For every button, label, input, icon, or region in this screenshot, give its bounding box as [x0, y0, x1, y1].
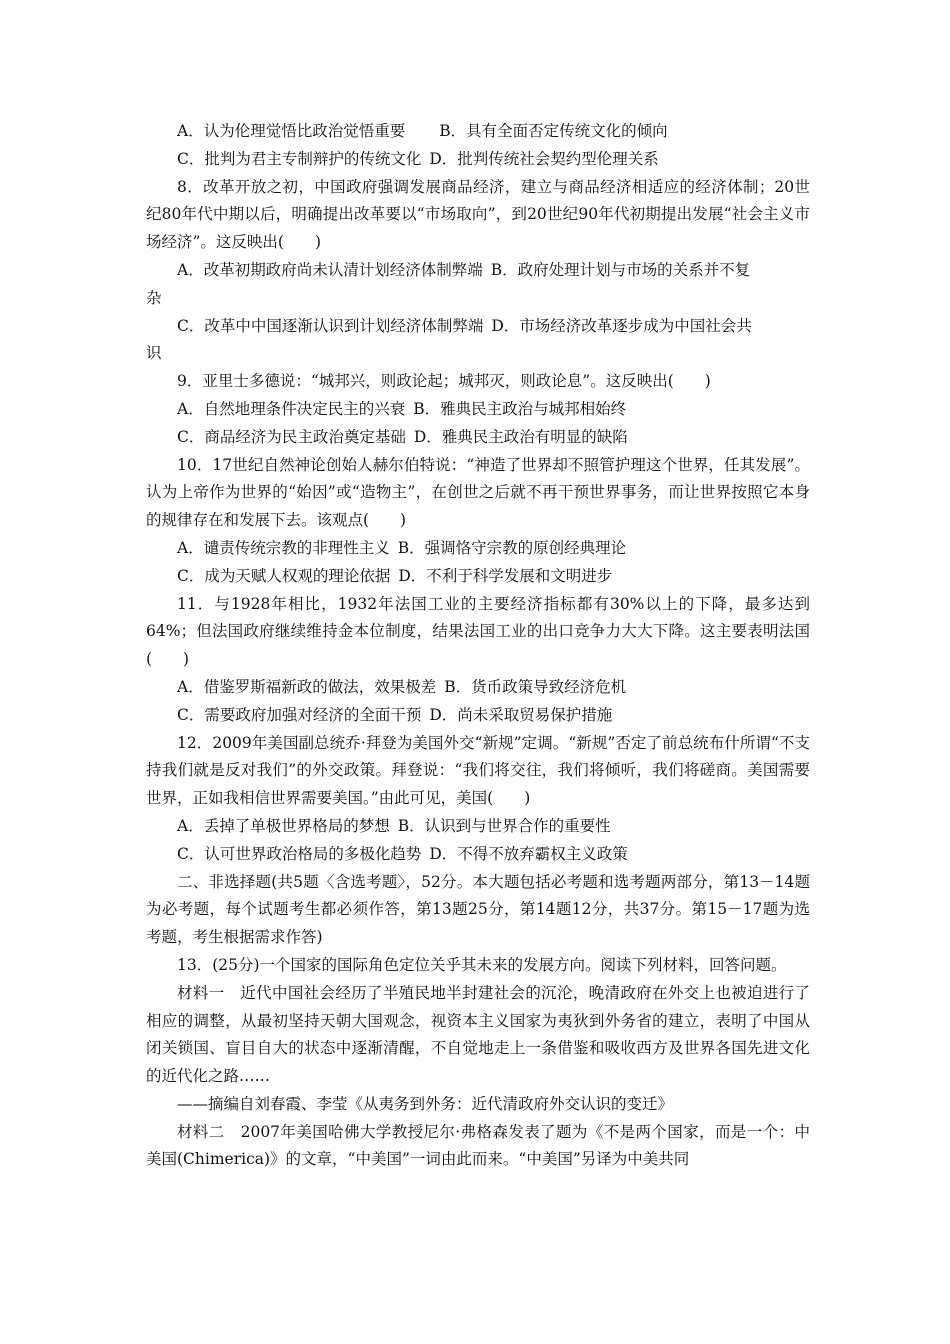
q10-option-d[interactable]: D．不利于科学发展和文明进步 — [398, 566, 613, 585]
q8-option-d[interactable]: D．市场经济改革逐步成为中国社会共 — [491, 316, 752, 335]
q13-source1: ——摘编自刘春霞、李莹《从夷务到外务：近代清政府外交认识的变迁》 — [177, 1094, 674, 1113]
q10-option-c[interactable]: C．成为天赋人权观的理论依据 — [177, 566, 391, 585]
q8-options-row1 — [146, 257, 810, 285]
q9-options-row1 — [146, 396, 810, 424]
q10-option-b[interactable]: B．强调恪守宗教的原创经典理论 — [397, 538, 627, 557]
q9-option-a[interactable]: A．自然地理条件决定民主的兴衰 — [177, 399, 406, 418]
q7-options-row2 — [146, 146, 810, 174]
q8-stem: 8．改革开放之初，中国政府强调发展商品经济，建立与商品经济相适应的经济体制；20世纪80年代中期以后，明确提出改革要以“市场取向”，到20世纪90年代初期提出发展“社会主义市场经济”。这反映出( ) — [146, 177, 810, 252]
q7-option-c[interactable]: C．批判为君主专制辩护的传统文化 — [177, 149, 422, 168]
q13-material1: 材料一 近代中国社会经历了半殖民地半封建社会的沉沦，晚清政府在外交上也被迫进行了相应的调整，从最初坚持天朝大国观念，视资本主义国家为夷狄到外务省的建立，表明了中国从闭关锁国、盲目自大的状态中逐渐清醒，不自觉地走上一条借鉴和吸收西方及世界各国先进文化的近代化之路…… — [146, 983, 810, 1086]
q11-option-b[interactable]: B．货币政策导致经济危机 — [444, 677, 627, 696]
q9-option-c[interactable]: C．商品经济为民主政治奠定基础 — [177, 427, 406, 446]
q8-option-b-continued: 杂 — [146, 288, 162, 307]
q9-option-d[interactable]: D．雅典民主政治有明显的缺陷 — [413, 427, 628, 446]
q13-stem: 13．(25分)一个国家的国际角色定位关乎其未来的发展方向。阅读下列材料，回答问题。 — [177, 955, 787, 974]
q9-option-b[interactable]: B．雅典民主政治与城邦相始终 — [413, 399, 627, 418]
q12-stem: 12．2009年美国副总统乔·拜登为美国外交“新规”定调。“新规”否定了前总统布什所谓“不支持我们就是反对我们”的外交政策。拜登说：“我们将交往，我们将倾听，我们将磋商。美国需要世界，正如我相信世界需要美国。”由此可见，美国( ) — [146, 733, 810, 808]
q7-option-b[interactable]: B．具有全面否定传统文化的倾向 — [439, 122, 668, 140]
q11-option-d[interactable]: D．尚未采取贸易保护措施 — [429, 705, 613, 724]
q11-stem: 11．与1928年相比，1932年法国工业的主要经济指标都有30%以上的下降，最多达到64%；但法国政府继续维持金本位制度，结果法国工业的出口竞争力大大下降。这主要表明法国( ) — [146, 594, 810, 669]
q10-stem: 10．17世纪自然神论创始人赫尔伯特说：“神造了世界却不照管护理这个世界，任其发展”。认为上帝作为世界的“始因”或“造物主”，在创世之后就不再干预世界事务，而让世界按照它本身的规律存在和发展下去。该观点( ) — [146, 455, 810, 530]
q11-option-c[interactable]: C．需要政府加强对经济的全面干预 — [177, 705, 422, 724]
q11-options-row1 — [146, 674, 810, 702]
q7-option-d[interactable]: D．批判传统社会契约型伦理关系 — [429, 149, 659, 168]
q10-option-a[interactable]: A．谴责传统宗教的非理性主义 — [177, 538, 390, 557]
q7-options-row1 — [146, 118, 810, 146]
q12-option-a[interactable]: A．丢掉了单极世界格局的梦想 — [177, 816, 390, 835]
q11-option-a[interactable]: A．借鉴罗斯福新政的做法，效果极差 — [177, 677, 437, 696]
q7-option-a[interactable]: A．认为伦理觉悟比政治觉悟重要 — [177, 122, 406, 140]
q8-options-row2 — [146, 313, 810, 341]
q12-option-c[interactable]: C．认可世界政治格局的多极化趋势 — [177, 844, 422, 863]
q12-options-row1 — [146, 813, 810, 841]
q12-option-d[interactable]: D．不得不放弃霸权主义政策 — [429, 844, 628, 863]
q12-options-row2 — [146, 841, 810, 869]
q8-option-b[interactable]: B．政府处理计划与市场的关系并不复 — [490, 260, 751, 279]
q12-option-b[interactable]: B．认识到与世界合作的重要性 — [397, 816, 611, 835]
q10-options-row2 — [146, 563, 810, 591]
q13-material2: 材料二 2007年美国哈佛大学教授尼尔·弗格森发表了题为《不是两个国家，而是一个：中美国(Chimerica)》的文章，“中美国”一词由此而来。“中美国”另译为中美共同 — [146, 1122, 810, 1169]
q11-options-row2 — [146, 702, 810, 730]
q10-options-row1 — [146, 535, 810, 563]
q8-option-c[interactable]: C．改革中中国逐渐认识到计划经济体制弊端 — [177, 316, 484, 335]
q9-options-row2 — [146, 424, 810, 452]
q9-stem: 9．亚里士多德说：“城邦兴，则政论起；城邦灭，则政论息”。这反映出( ) — [177, 372, 711, 391]
q8-option-a[interactable]: A．改革初期政府尚未认清计划经济体制弊端 — [177, 260, 483, 279]
section2-heading: 二、非选择题(共5题〈含选考题〉，52分。本大题包括必考题和选考题两部分，第13－14题为必考题，每个试题考生都必须作答，第13题25分，第14题12分，共37分。第15－17题为选考题，考生根据需求作答) — [146, 872, 810, 947]
q8-option-d-continued: 识 — [146, 344, 162, 363]
